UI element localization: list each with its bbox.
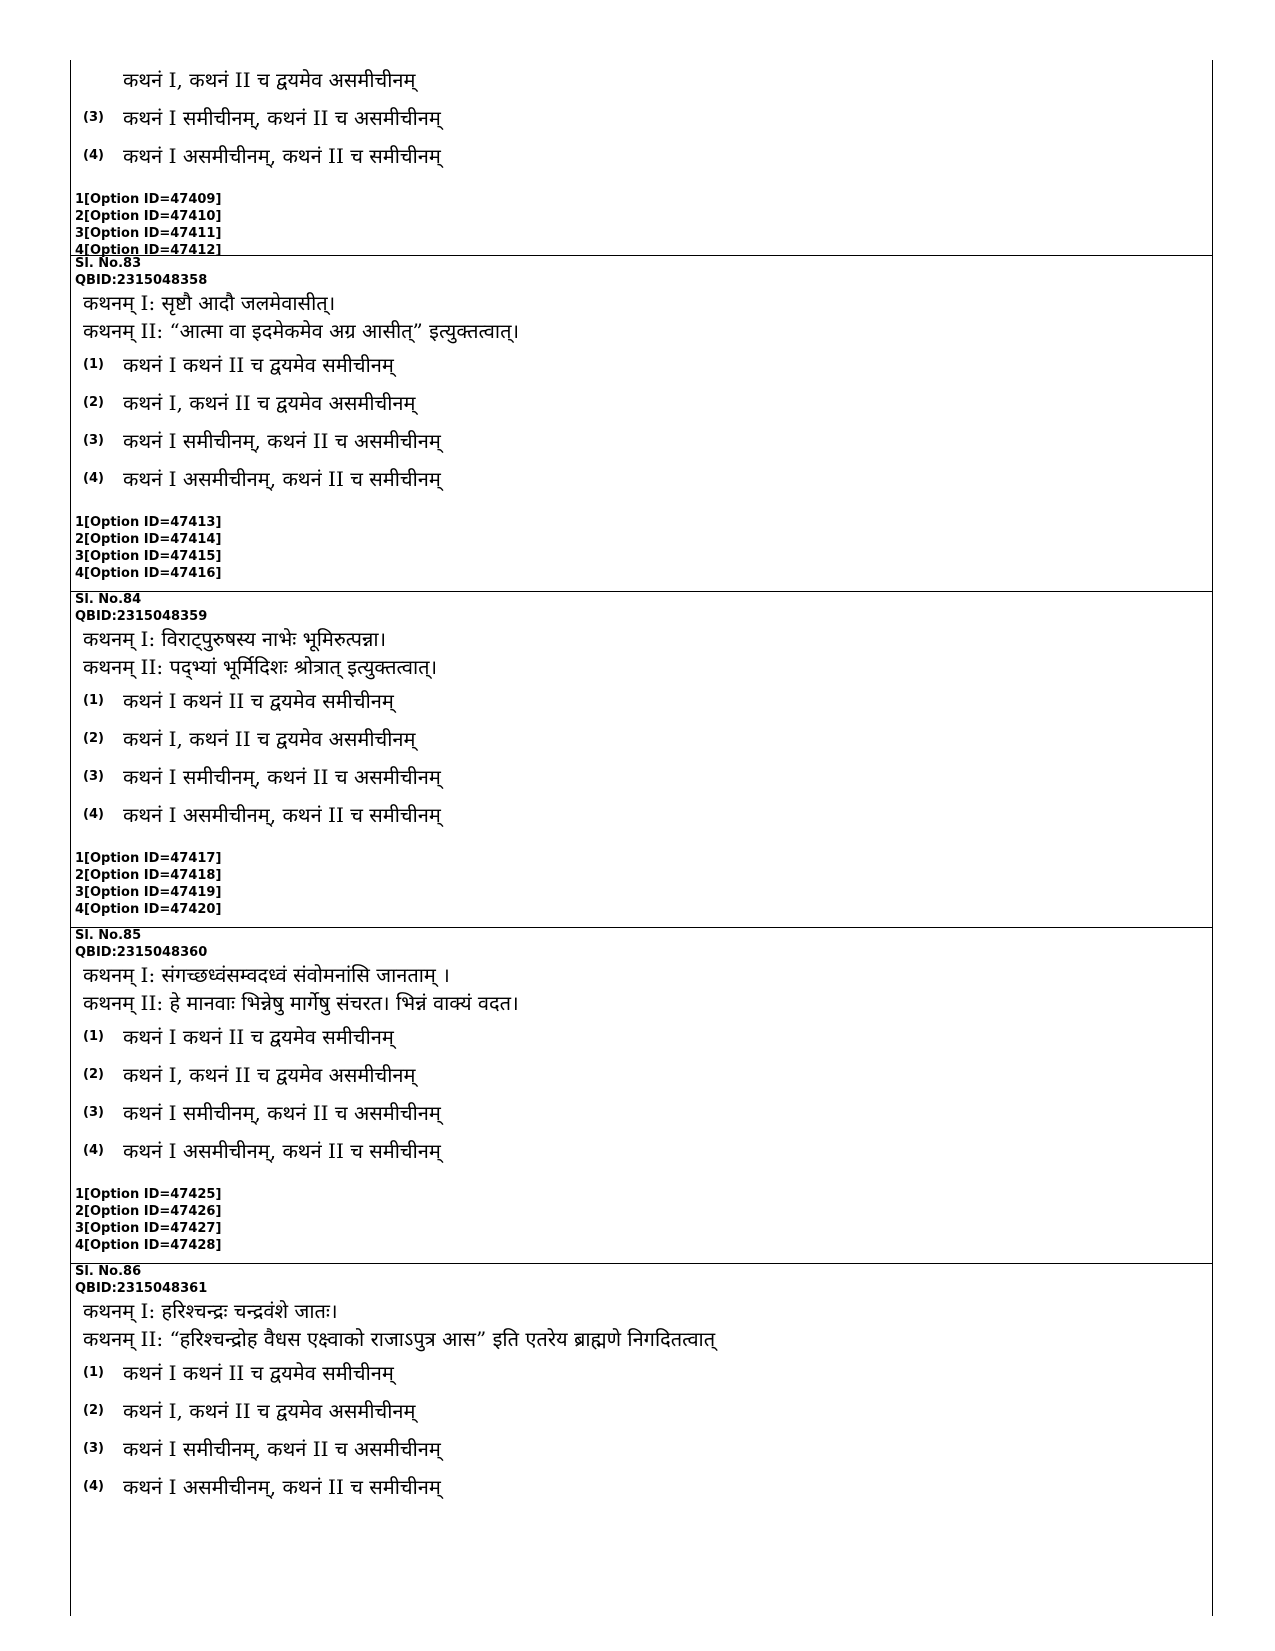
option-text: कथनं I समीचीनम्, कथनं II च असमीचीनम् xyxy=(123,764,441,789)
option-row xyxy=(71,421,1212,459)
option-id: 3[Option ID=47415] xyxy=(75,549,222,564)
option-row xyxy=(71,136,1212,174)
statement-1: कथनम् I: संगच्छध्वंसम्वदध्वं संवोमनांसि जानताम् । xyxy=(83,963,450,987)
option-row xyxy=(71,1391,1212,1429)
option-id: 4[Option ID=47412] xyxy=(75,243,222,258)
option-row xyxy=(71,795,1212,833)
question-table xyxy=(70,60,1213,1616)
serial-number: Sl. No.86 xyxy=(75,1264,142,1279)
qbid: QBID:2315048360 xyxy=(75,945,208,960)
option-row xyxy=(71,681,1212,719)
option-ids xyxy=(71,514,1212,582)
option-2-text: कथनं I, कथनं II च द्वयमेव असमीचीनम् xyxy=(123,67,416,92)
option-text: कथनं I कथनं II च द्वयमेव समीचीनम् xyxy=(123,1360,394,1385)
option-text: कथनं I समीचीनम्, कथनं II च असमीचीनम् xyxy=(123,1100,441,1125)
option-id: 1[Option ID=47409] xyxy=(75,192,222,207)
option-number: (3) xyxy=(83,1440,104,1456)
statement-2: कथनम् II: पद्भ्यां भूर्मिदिशः श्रोत्रात् इत्युक्तत्वात्। xyxy=(83,655,438,679)
row-divider xyxy=(70,927,1212,928)
serial-number: Sl. No.83 xyxy=(75,256,142,271)
question-block-84 xyxy=(71,591,1212,918)
option-row xyxy=(71,1467,1212,1505)
option-number: (3) xyxy=(83,432,104,448)
option-id: 1[Option ID=47425] xyxy=(75,1187,222,1202)
option-row xyxy=(71,719,1212,757)
option-id: 2[Option ID=47414] xyxy=(75,532,222,547)
option-row xyxy=(71,459,1212,497)
option-text: कथनं I असमीचीनम्, कथनं II च समीचीनम् xyxy=(123,143,441,168)
option-row xyxy=(71,1017,1212,1055)
question-block-85 xyxy=(71,927,1212,1254)
option-number: (2) xyxy=(83,1402,104,1418)
option-id: 1[Option ID=47413] xyxy=(75,515,222,530)
option-row xyxy=(71,98,1212,136)
option-id: 3[Option ID=47419] xyxy=(75,885,222,900)
option-row xyxy=(71,1093,1212,1131)
option-row xyxy=(71,383,1212,421)
option-number: (4) xyxy=(83,470,104,486)
question-block-83 xyxy=(71,255,1212,582)
statement-1: कथनम् I: हरिश्चन्द्रः चन्द्रवंशे जातः। xyxy=(83,1299,338,1323)
option-id: 2[Option ID=47410] xyxy=(75,209,222,224)
option-text: कथनं I असमीचीनम्, कथनं II च समीचीनम् xyxy=(123,1138,441,1163)
option-number: (1) xyxy=(83,1364,104,1380)
serial-number: Sl. No.85 xyxy=(75,928,142,943)
option-text: कथनं I समीचीनम्, कथनं II च असमीचीनम् xyxy=(123,1436,441,1461)
statement-1: कथनम् I: विराट्पुरुषस्य नाभेः भूमिरुत्पन्ना। xyxy=(83,627,387,651)
option-id: 4[Option ID=47428] xyxy=(75,1238,222,1253)
row-divider xyxy=(70,255,1212,256)
option-number: (4) xyxy=(83,1478,104,1494)
option-text: कथनं I असमीचीनम्, कथनं II च समीचीनम् xyxy=(123,1474,441,1499)
option-text: कथनं I असमीचीनम्, कथनं II च समीचीनम् xyxy=(123,802,441,827)
option-id: 3[Option ID=47411] xyxy=(75,226,222,241)
option-number: (3) xyxy=(83,1104,104,1120)
option-row xyxy=(71,1429,1212,1467)
option-text: कथनं I असमीचीनम्, कथनं II च समीचीनम् xyxy=(123,466,441,491)
option-text: कथनं I कथनं II च द्वयमेव समीचीनम् xyxy=(123,688,394,713)
statement-2: कथनम् II: “हरिश्चन्द्रोह वैधस एक्ष्वाको राजाऽपुत्र आस” इति एतरेय ब्राह्मणे निगदितत्वात् xyxy=(83,1327,716,1351)
option-ids xyxy=(71,191,1212,259)
option-text: कथनं I कथनं II च द्वयमेव समीचीनम् xyxy=(123,1024,394,1049)
option-row xyxy=(71,757,1212,795)
question-continuation xyxy=(71,60,1212,259)
option-number: (1) xyxy=(83,1028,104,1044)
option-id: 4[Option ID=47420] xyxy=(75,902,222,917)
statement-1: कथनम् I: सृष्टौ आदौ जलमेवासीत्। xyxy=(83,291,336,315)
option-number: (4) xyxy=(83,1142,104,1158)
option-row xyxy=(71,1131,1212,1169)
option-row xyxy=(71,345,1212,383)
option-number: (1) xyxy=(83,356,104,372)
option-number: (2) xyxy=(83,394,104,410)
row-divider xyxy=(70,1263,1212,1264)
option-id: 2[Option ID=47418] xyxy=(75,868,222,883)
option-id: 2[Option ID=47426] xyxy=(75,1204,222,1219)
option-id: 3[Option ID=47427] xyxy=(75,1221,222,1236)
qbid: QBID:2315048359 xyxy=(75,609,208,624)
option-text: कथनं I समीचीनम्, कथनं II च असमीचीनम् xyxy=(123,428,441,453)
row-divider xyxy=(70,591,1212,592)
qbid: QBID:2315048361 xyxy=(75,1281,208,1296)
option-text: कथनं I, कथनं II च द्वयमेव असमीचीनम् xyxy=(123,390,416,415)
qbid: QBID:2315048358 xyxy=(75,273,208,288)
option-number: (4) xyxy=(83,147,104,163)
option-number: (1) xyxy=(83,692,104,708)
question-block-86 xyxy=(71,1263,1212,1505)
statement-2: कथनम् II: “आत्मा वा इदमेकमेव अग्र आसीत्” इत्युक्तत्वात्। xyxy=(83,319,520,343)
option-text: कथनं I, कथनं II च द्वयमेव असमीचीनम् xyxy=(123,1062,416,1087)
option-text: कथनं I, कथनं II च द्वयमेव असमीचीनम् xyxy=(123,1398,416,1423)
option-ids xyxy=(71,1186,1212,1254)
option-number: (4) xyxy=(83,806,104,822)
option-id: 1[Option ID=47417] xyxy=(75,851,222,866)
option-row xyxy=(71,1055,1212,1093)
statement-2: कथनम् II: हे मानवाः भिन्नेषु मार्गेषु संचरत। भिन्नं वाक्यं वदत। xyxy=(83,991,519,1015)
option-number: (3) xyxy=(83,768,104,784)
serial-number: Sl. No.84 xyxy=(75,592,142,607)
option-text: कथनं I समीचीनम्, कथनं II च असमीचीनम् xyxy=(123,105,441,130)
option-text: कथनं I, कथनं II च द्वयमेव असमीचीनम् xyxy=(123,726,416,751)
option-number: (2) xyxy=(83,1066,104,1082)
option-row xyxy=(71,1353,1212,1391)
option-number: (3) xyxy=(83,109,104,125)
option-number: (2) xyxy=(83,730,104,746)
option-ids xyxy=(71,850,1212,918)
option-text: कथनं I कथनं II च द्वयमेव समीचीनम् xyxy=(123,352,394,377)
option-id: 4[Option ID=47416] xyxy=(75,566,222,581)
